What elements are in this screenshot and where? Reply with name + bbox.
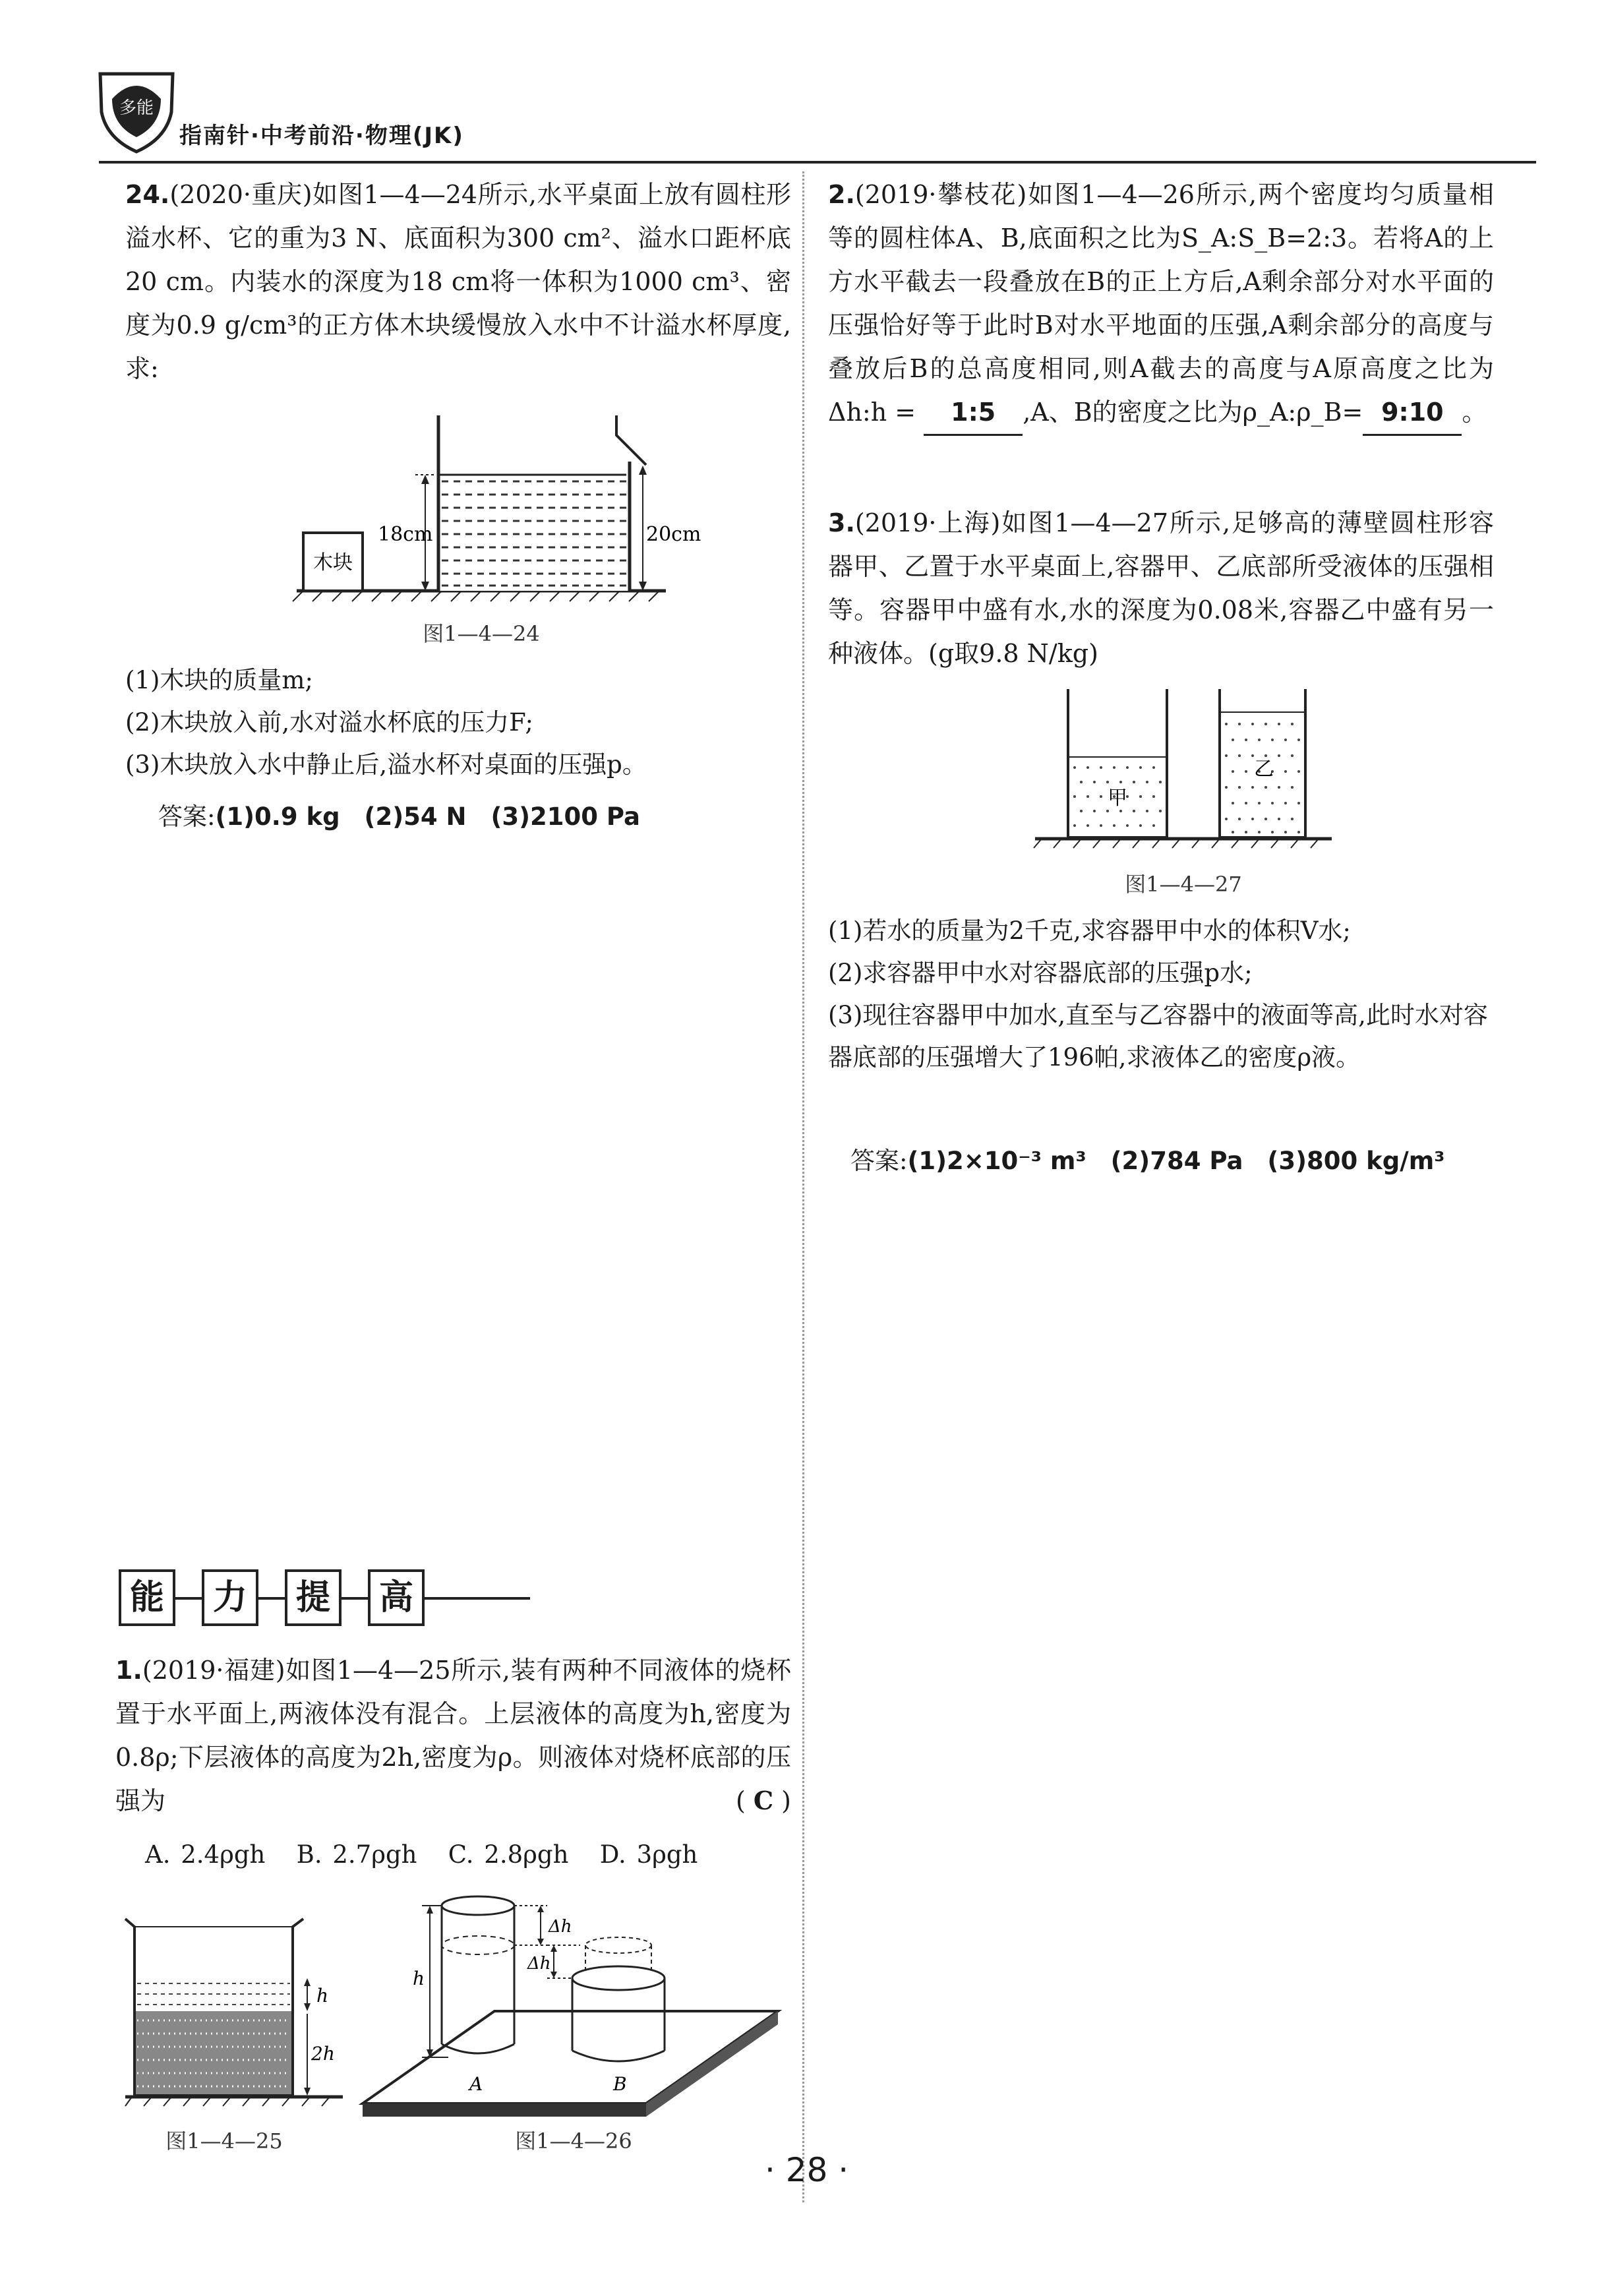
option-c: C. 2.8ρgh: [448, 1840, 569, 1869]
section-char: 力: [202, 1569, 258, 1626]
answer-label: 答案:: [158, 802, 216, 831]
page-number: · 28 ·: [765, 2151, 849, 2189]
question-text: (2020·重庆)如图1—4—24所示,水平桌面上放有圆柱形溢水杯、它的重为3 N、底面积为300 cm²、溢水口距杯底20 cm。内装水的深度为18 cm将一体积为1000 cm³、密度为0.9 g/cm³的正方体木块缓慢放入水中不计溢水杯厚度,求:: [125, 180, 791, 383]
answer-24: [158, 797, 824, 837]
question-number: 2.: [828, 180, 855, 209]
section-char: 提: [285, 1569, 342, 1626]
figure-1-4-24: [283, 409, 701, 607]
label-a: A: [469, 2073, 483, 2095]
question-number: 3.: [828, 508, 855, 537]
sub-questions: [125, 659, 791, 786]
label-h: h: [316, 1985, 329, 2007]
label-h: h: [413, 1968, 425, 1989]
sub-question: (1)若水的质量为2千克,求容器甲中水的体积V水;: [828, 917, 1351, 945]
answer-text: (1)0.9 kg (2)54 N (3)2100 Pa: [215, 802, 640, 831]
question-number: 24.: [125, 180, 170, 209]
option-a: A. 2.4ρgh: [145, 1840, 266, 1869]
label-dh-1: Δh: [549, 1917, 572, 1937]
figure-caption: 图1—4—26: [515, 2129, 632, 2154]
figure-caption: 图1—4—27: [1125, 872, 1242, 897]
label-2h: 2h: [311, 2043, 335, 2065]
question-3: [828, 501, 1494, 675]
sub-question: (1)木块的质量m;: [125, 666, 313, 694]
answer-text: (1)2×10⁻³ m³ (2)784 Pa (3)800 kg/m³: [907, 1147, 1445, 1175]
options: [145, 1834, 791, 1875]
sub-question: (2)木块放入前,水对溢水杯底的压力F;: [125, 708, 533, 737]
figure-1-4-25: [125, 1899, 349, 2117]
sub-question: (3)木块放入水中静止后,溢水杯对桌面的压强p。: [125, 750, 647, 779]
option-d: D. 3ρgh: [599, 1840, 698, 1869]
figure-caption: 图1—4—25: [165, 2129, 283, 2154]
depth-label: 18cm: [378, 523, 433, 546]
question-text: (2019·福建)如图1—4—25所示,装有两种不同液体的烧杯置于水平面上,两液体没有混合。上层液体的高度为h,密度为0.8ρ;下层液体的高度为2h,密度为ρ。则液体对烧杯底部的压强为: [115, 1656, 791, 1815]
label-dh-2: Δh: [527, 1954, 551, 1974]
label-b: B: [613, 2073, 627, 2095]
publisher-logo: [87, 59, 186, 158]
question-text: (2019·上海)如图1—4—27所示,足够高的薄壁圆柱形容器甲、乙置于水平桌面上,容器甲、乙底部所受液体的压强相等。容器甲中盛有水,水的深度为0.08米,容器乙中盛有另一种液体。(g取9.8 N/kg): [828, 508, 1494, 668]
answer-choice: ( C ): [735, 1786, 791, 1815]
label-yi: 乙: [1254, 758, 1274, 781]
option-b: B. 2.7ρgh: [296, 1840, 417, 1869]
question-24: [125, 173, 791, 390]
sub-question: (2)求容器甲中水对容器底部的压强p水;: [828, 959, 1253, 987]
figure-1-4-27: [1028, 686, 1338, 851]
height-label: 20cm: [646, 523, 701, 546]
question-text-end: 。: [1462, 398, 1487, 427]
question-1: [115, 1648, 791, 1823]
question-number: 1.: [115, 1656, 142, 1685]
label-jia: 甲: [1108, 787, 1127, 810]
sub-questions: [828, 910, 1494, 1079]
answer-blank-2: 9:10: [1363, 390, 1462, 436]
answer-label: 答案:: [850, 1147, 908, 1175]
header-rule: [99, 161, 1536, 164]
section-char: 能: [119, 1569, 175, 1626]
question-2: 2.(2019·攀枝花)如图1—4—26所示,两个密度均匀质量相等的圆柱体A、B,底面积之比为S_A:S_B=2:3。若将A的上方水平截去一段叠放在B的正上方后,A剩余部分对水平面的压强恰好等于此时B对水平地面的压强,A剩余部分的高度与叠放后B的总高度相同,则A截去的高度与A原高度之比为Δh:h = 1:5 ,A、B的密度之比为ρ_A:ρ_B= 9:10 。: [828, 173, 1494, 436]
header-title: 指南针·中考前沿·物理(JK): [179, 123, 464, 149]
question-text: (2019·攀枝花)如图1—4—26所示,两个密度均匀质量相等的圆柱体A、B,底面积之比为S_A:S_B=2:3。若将A的上方水平截去一段叠放在B的正上方后,A剩余部分对水平面的压强恰好等于此时B对水平地面的压强,A剩余部分的高度与叠放后B的总高度相同,则A截去的高度与A原高度之比为Δh:h: [828, 180, 1494, 427]
section-char: 高: [368, 1569, 425, 1626]
figure-caption: 图1—4—24: [423, 621, 540, 646]
figure-1-4-26: [356, 1886, 791, 2123]
sub-question: (3)现往容器甲中加水,直至与乙容器中的液面等高,此时水对容器底部的压强增大了196帕,求液体乙的密度ρ液。: [828, 1001, 1488, 1072]
answer-3: [850, 1141, 1516, 1182]
question-text-mid: ,A、B的密度之比为ρ_A:ρ_B=: [1023, 398, 1363, 427]
logo-text: 多能: [119, 98, 154, 118]
block-label: 木块: [313, 551, 353, 574]
answer-blank-1: 1:5: [924, 390, 1023, 436]
column-divider: [802, 171, 804, 2202]
